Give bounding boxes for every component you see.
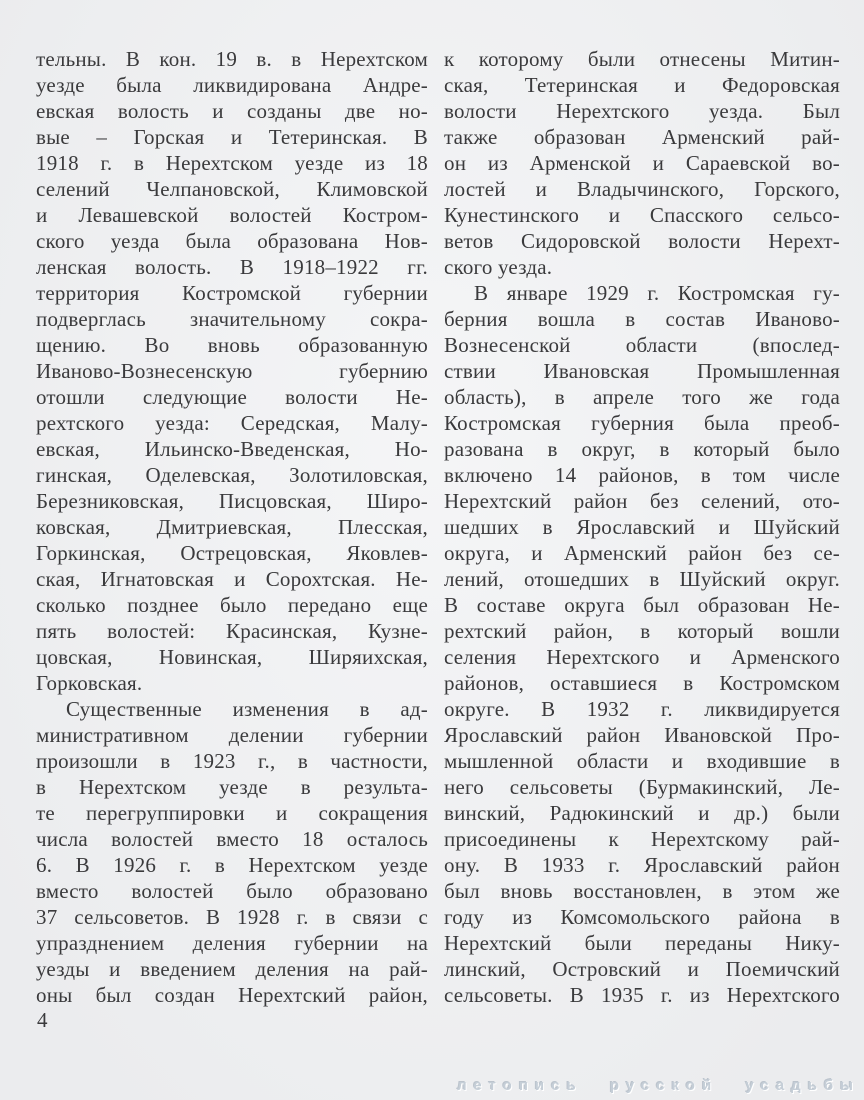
text-line: подверглась значительному сокра- xyxy=(36,307,428,331)
text-line: вместо волостей было образовано xyxy=(36,879,428,903)
text-line: Горкинская, Острецовская, Яковлев- xyxy=(36,541,428,565)
text-line: те перегруппировки и сокращения xyxy=(36,801,428,825)
text-line: году из Комсомольского района в xyxy=(444,905,840,929)
text-line: районов, оставшиеся в Костромском xyxy=(444,671,840,695)
text-line: ского уезда. xyxy=(444,255,553,279)
text-line: Нерехтский район без селений, ото- xyxy=(444,489,840,513)
text-line: берния вошла в состав Иваново- xyxy=(444,307,840,331)
text-line: включено 14 районов, в том числе xyxy=(444,463,840,487)
text-line: упразднением деления губернии на xyxy=(36,931,428,955)
text-line: Березниковская, Писцовская, Широ- xyxy=(36,489,428,513)
text-line: линский, Островский и Поемичский xyxy=(444,957,840,981)
text-line: также образован Арменский рай- xyxy=(444,125,840,149)
text-line: уезды и введением деления на рай- xyxy=(36,957,428,981)
text-line: округе. В 1932 г. ликвидируется xyxy=(444,697,840,721)
text-line: евская волость и созданы две но- xyxy=(36,99,428,123)
text-line: гинская, Оделевская, Золотиловская, xyxy=(36,463,428,487)
text-line: Иваново-Вознесенскую губернию xyxy=(36,359,428,383)
text-line: область), в апреле того же года xyxy=(444,385,840,409)
text-line: мышленной области и входившие в xyxy=(444,749,840,773)
two-column-text-block xyxy=(36,46,840,1008)
text-line: щению. Во вновь образованную xyxy=(36,333,428,357)
text-line: винский, Радюкинский и др.) были xyxy=(444,801,840,825)
text-line: лостей и Владычинского, Горского, xyxy=(444,177,840,201)
text-line: был вновь восстановлен, в этом же xyxy=(444,879,840,903)
text-line: сколько позднее было передано еще xyxy=(36,593,428,617)
text-line: он из Арменской и Сараевской во- xyxy=(444,151,840,175)
text-line: ленская волость. В 1918–1922 гг. xyxy=(36,255,428,279)
text-line: селения Нерехтского и Арменского xyxy=(444,645,840,669)
text-line: ковская, Дмитриевская, Плесская, xyxy=(36,515,428,539)
text-line: Существенные изменения в ад- xyxy=(66,697,428,721)
text-line: разована в округ, в который было xyxy=(444,437,840,461)
text-line: Вознесенской области (впослед- xyxy=(444,333,840,357)
text-line: присоединены к Нерехтскому рай- xyxy=(444,827,840,851)
text-line: и Левашевской волостей Костром- xyxy=(36,203,428,227)
text-line: 37 сельсоветов. В 1928 г. в связи с xyxy=(36,905,428,929)
text-line: рехтского уезда: Середская, Малу- xyxy=(36,411,428,435)
page-number: 4 xyxy=(37,1008,48,1032)
text-line: отошли следующие волости Не- xyxy=(36,385,428,409)
text-line: уезде была ликвидирована Андре- xyxy=(36,73,428,97)
text-line: ветов Сидоровской волости Нерехт- xyxy=(444,229,840,253)
text-line: 6. В 1926 г. в Нерехтском уезде xyxy=(36,853,428,877)
text-line: Нерехтский были переданы Нику- xyxy=(444,931,840,955)
series-title-watermark: летопись русской усадьбы xyxy=(457,1077,860,1094)
text-line: произошли в 1923 г., в частности, xyxy=(36,749,428,773)
text-line: ствии Ивановская Промышленная xyxy=(444,359,840,383)
text-line: к которому были отнесены Митин- xyxy=(444,47,840,71)
text-line: оны был создан Нерехтский район, xyxy=(36,983,428,1007)
text-line: вые – Горская и Тетеринская. В xyxy=(36,125,428,149)
text-line: пять волостей: Красинская, Кузне- xyxy=(36,619,428,643)
text-line: министративном делении губернии xyxy=(36,723,428,747)
text-line: ская, Игнатовская и Сорохтская. Не- xyxy=(36,567,428,591)
text-line: округа, и Арменский район без се- xyxy=(444,541,840,565)
text-line: ская, Тетеринская и Федоровская xyxy=(444,73,840,97)
text-line: Костромская губерния была преоб- xyxy=(444,411,840,435)
right-text-column xyxy=(444,46,840,1008)
text-line: числа волостей вместо 18 осталось xyxy=(36,827,428,851)
text-line: цовская, Новинская, Ширяихская, xyxy=(36,645,428,669)
text-line: волости Нерехтского уезда. Был xyxy=(444,99,840,123)
text-line: в Нерехтском уезде в результа- xyxy=(36,775,428,799)
text-line: евская, Ильинско-Введенская, Но- xyxy=(36,437,428,461)
text-line: шедших в Ярославский и Шуйский xyxy=(444,515,840,539)
left-text-column xyxy=(36,46,428,1008)
text-line: селений Челпановской, Климовской xyxy=(36,177,428,201)
text-line: территория Костромской губернии xyxy=(36,281,428,305)
text-line: него сельсоветы (Бурмакинский, Ле- xyxy=(444,775,840,799)
text-line: тельны. В кон. 19 в. в Нерехтском xyxy=(36,47,428,71)
text-line: сельсоветы. В 1935 г. из Нерехтского xyxy=(444,983,840,1007)
text-line: ского уезда была образована Нов- xyxy=(36,229,428,253)
text-line: рехтский район, в который вошли xyxy=(444,619,840,643)
text-line: Кунестинского и Спасского сельсо- xyxy=(444,203,840,227)
text-line: Ярославский район Ивановской Про- xyxy=(444,723,840,747)
text-line: 1918 г. в Нерехтском уезде из 18 xyxy=(36,151,428,175)
text-line: лений, отошедших в Шуйский округ. xyxy=(444,567,840,591)
text-line: В составе округа был образован Не- xyxy=(444,593,840,617)
text-line: ону. В 1933 г. Ярославский район xyxy=(444,853,840,877)
text-line: Горковская. xyxy=(36,671,143,695)
text-line: В январе 1929 г. Костромская гу- xyxy=(474,281,840,305)
